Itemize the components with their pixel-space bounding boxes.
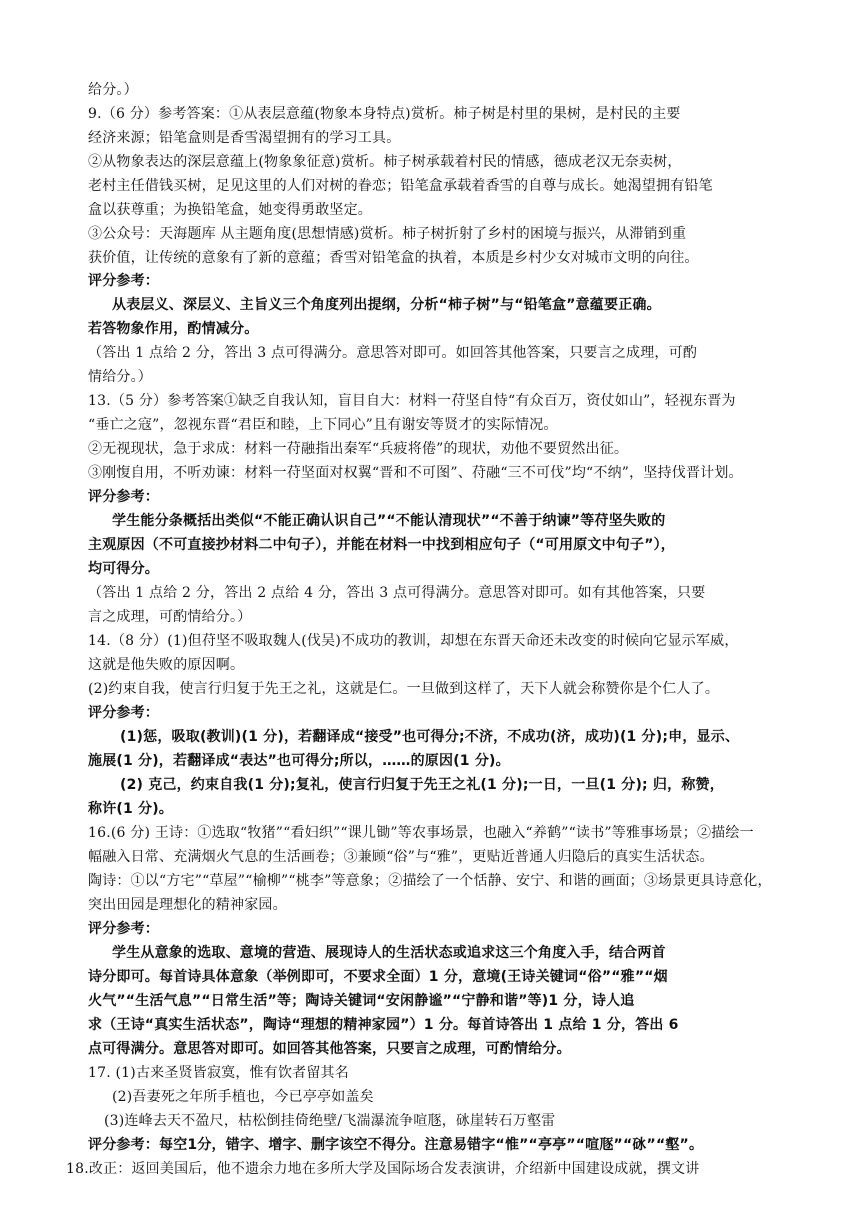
scoring-text: 学生从意象的选取、意境的营造、展现诗人的生活状态或追求这三个角度入手，结合两首 <box>112 945 666 961</box>
text-line: “垂亡之寇”，忽视东晋“君臣和睦，上下同心”且有谢安等贤才的实际情况。 <box>88 417 558 433</box>
scoring-text: 均可得分。 <box>88 561 159 577</box>
scoring-text: 求（王诗“真实生活状态”，陶诗“理想的精神家园”）1 分。每首诗答出 1 点给 1 分，答出 6 <box>88 1017 679 1033</box>
text-line: 17. (1)古来圣贤皆寂寞，惟有饮者留其名 <box>88 1065 349 1081</box>
scoring-text: 主观原因（不可直接抄材料二中句子），并能在材料一中找到相应句子（“可用原文中句子”）， <box>88 537 675 553</box>
text-line: (2)吾妻死之年所手植也，今已亭亭如盖矣 <box>112 1089 374 1105</box>
text-line: 老村主任借钱买树，足见这里的人们对树的眷恋；铅笔盒承载着香雪的自尊与成长。她渴望拥有铅笔 <box>88 178 713 194</box>
text-line: （答出 1 点给 2 分，答出 3 点可得满分。意思答对即可。如回答其他答案，只要言之成理，可酌 <box>88 345 698 361</box>
text-line: ②从物象表达的深层意蕴上(物象象征意)赏析。柿子树承载着村民的情感，德成老汉无奈卖树， <box>88 154 682 170</box>
text-line: 突出田园是理想化的精神家园。 <box>88 897 287 913</box>
text-line: 13.（5 分）参考答案①缺乏自我认知，盲目自大：材料一苻坚自恃“有众百万，资仗如山”，轻视东晋为 <box>88 393 736 409</box>
text-line: 情给分。） <box>88 369 152 385</box>
text-line: 幅融入日常、充满烟火气息的生活画卷；③兼顾“俗”与“雅”，更贴近普通人归隐后的真实生活状态。 <box>88 849 714 865</box>
scoring-text: (1)惩，吸取(教训)(1 分)，若翻译成“接受”也可得分;不济，不成功(济，成功)(1 分);申，显示、 <box>120 729 740 745</box>
text-line: (3)连峰去天不盈尺，枯松倒挂倚绝壁/飞湍瀑流争喧豗，砯崖转石万壑雷 <box>104 1113 556 1129</box>
scoring-text: 若答物象作用，酌情减分。 <box>88 321 259 337</box>
scoring-heading: 评分参考： <box>88 921 159 937</box>
text-line: ③公众号：天海题库 从主题角度(思想情感)赏析。柿子树折射了乡村的困境与振兴，从滞销到重 <box>88 226 687 242</box>
text-line: 言之成理，可酌情给分。） <box>88 609 252 625</box>
scoring-text: (2) 克己，约束自我(1 分);复礼，使言行归复于先王之礼(1 分);一日，一旦(1 分); 归，称赞， <box>120 777 724 793</box>
scoring-heading: 评分参考： <box>88 705 159 721</box>
text-line: 获价值，让传统的意象有了新的意蕴；香雪对铅笔盒的执着，本质是乡村少女对城市文明的向往。 <box>88 250 699 266</box>
text-line: （答出 1 点给 2 分，答出 2 点给 4 分，答出 3 点可得满分。意思答对即可。如有其他答案，只要 <box>88 585 706 601</box>
text-line: 这就是他失败的原因啊。 <box>88 657 245 673</box>
text-line: 经济来源；铅笔盒则是香雪渴望拥有的学习工具。 <box>88 130 401 146</box>
text-line: 陶诗：①以“方宅”“草屋”“榆柳”“桃李”等意象；②描绘了一个恬静、安宁、和谐的画面；③场景更具诗意化， <box>88 873 772 889</box>
text-line: 9.（6 分）参考答案：①从表层意蕴(物象本身特点)赏析。柿子树是村里的果树，是村民的主要 <box>88 106 681 122</box>
text-line: 给分。） <box>88 82 138 98</box>
text-line: 16.(6 分) 王诗：①选取“牧猪”“看妇织”“课儿锄”等农事场景，也融入“养鹤”“读书”等雅事场景；②描绘一 <box>88 825 754 841</box>
text-line: ③刚愎自用，不听劝谏：材料一苻坚面对权翼“晋和不可图”、苻融“三不可伐”均“不纳”，坚持伐晋计划。 <box>88 465 743 481</box>
text-line: ②无视现状，急于求成：材料一苻融指出秦军“兵疲将倦”的现状，劝他不要贸然出征。 <box>88 441 629 457</box>
scoring-text: 火气”“生活气息”“日常生活”等；陶诗关键词“安闲静谧”“宁静和谐”等)1 分，诗人追 <box>88 993 635 1009</box>
scoring-text: 学生能分条概括出类似“不能正确认识自己”“不能认清现状”“不善于纳谏”等苻坚失败的 <box>112 513 666 529</box>
text-line: 14.（8 分）(1)但苻坚不吸取魏人(伐吴)不成功的教训，却想在东晋天命还未改变的时候向它显示军威， <box>88 633 739 649</box>
scoring-text: 点可得满分。意思答对即可。如回答其他答案，只要言之成理，可酌情给分。 <box>88 1041 571 1057</box>
scoring-text: 诗分即可。每首诗具体意象（举例即可，不要求全面）1 分，意境(王诗关键词“俗”“雅”“烟 <box>88 969 668 985</box>
text-line: (2)约束自我，使言行归复于先王之礼，这就是仁。一旦做到这样了，天下人就会称赞你是个仁人了。 <box>88 681 720 697</box>
scoring-text: 评分参考：每空1分，错字、增字、删字该空不得分。注意易错字“惟”“亭亭”“喧豗”“砯”“壑”。 <box>88 1137 704 1153</box>
scoring-heading: 评分参考： <box>88 489 159 505</box>
text-line: 盒以获尊重；为换铅笔盒，她变得勇敢坚定。 <box>88 202 372 218</box>
scoring-text: 称许(1 分)。 <box>88 801 174 817</box>
text-line: 18.改正：返回美国后，他不遗余力地在多所大学及国际场合发表演讲，介绍新中国建设成就，撰文讲 <box>66 1161 700 1177</box>
scoring-heading: 评分参考： <box>88 273 159 289</box>
scoring-text: 从表层义、深层义、主旨义三个角度列出提纲，分析“柿子树”与“铅笔盒”意蕴要正确。 <box>112 297 661 313</box>
scoring-text: 施展(1 分)，若翻译成“表达”也可得分;所以，……的原因(1 分)。 <box>88 753 510 769</box>
